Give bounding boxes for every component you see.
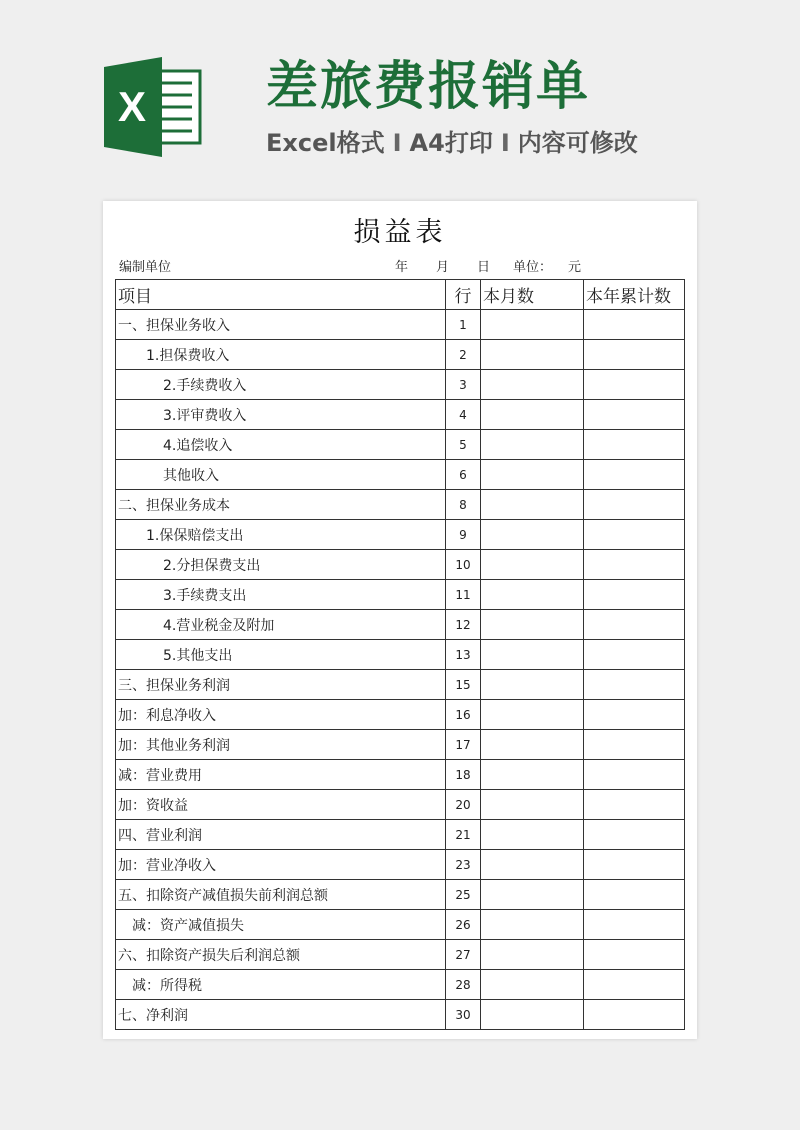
table-row: [116, 820, 685, 850]
current-month-cell[interactable]: [481, 340, 584, 370]
line-number-cell: 26: [446, 910, 481, 940]
line-number-cell: 23: [446, 850, 481, 880]
day-label: 日: [477, 260, 491, 275]
current-month-cell[interactable]: [481, 580, 584, 610]
year-to-date-cell[interactable]: [584, 460, 685, 490]
year-to-date-cell[interactable]: [584, 640, 685, 670]
current-month-cell[interactable]: [481, 730, 584, 760]
year-to-date-cell[interactable]: [584, 340, 685, 370]
table-row: [116, 880, 685, 910]
year-to-date-cell[interactable]: [584, 730, 685, 760]
item-cell: 加：利息净收入: [116, 700, 446, 730]
year-to-date-cell[interactable]: [584, 670, 685, 700]
table-row: [116, 760, 685, 790]
table-row: [116, 910, 685, 940]
line-number-cell: 3: [446, 370, 481, 400]
table-row: [116, 940, 685, 970]
current-month-cell[interactable]: [481, 520, 584, 550]
item-cell: 减：资产减值损失: [116, 910, 446, 940]
subtitle-print: A4打印: [409, 129, 493, 157]
item-cell: 其他收入: [116, 460, 446, 490]
year-to-date-cell[interactable]: [584, 310, 685, 340]
year-to-date-cell[interactable]: [584, 820, 685, 850]
year-to-date-cell[interactable]: [584, 490, 685, 520]
line-number-cell: 8: [446, 490, 481, 520]
item-cell: 二、担保业务成本: [116, 490, 446, 520]
month-label: 月: [436, 260, 450, 275]
subtitle-separator: I: [392, 129, 402, 157]
income-statement-sheet: [103, 201, 697, 1039]
table-header-row: [116, 280, 685, 310]
excel-logo-letter: X: [117, 83, 147, 130]
preparing-unit-label: 编制单位: [119, 260, 172, 275]
current-month-cell[interactable]: [481, 640, 584, 670]
line-number-cell: 21: [446, 820, 481, 850]
current-month-cell[interactable]: [481, 460, 584, 490]
table-row: [116, 520, 685, 550]
year-to-date-cell[interactable]: [584, 610, 685, 640]
current-month-cell[interactable]: [481, 970, 584, 1000]
current-month-cell[interactable]: [481, 760, 584, 790]
current-month-cell[interactable]: [481, 880, 584, 910]
table-row: [116, 700, 685, 730]
line-number-cell: 30: [446, 1000, 481, 1030]
current-month-cell[interactable]: [481, 550, 584, 580]
income-statement-table: [115, 279, 685, 1030]
year-to-date-cell[interactable]: [584, 910, 685, 940]
table-row: [116, 370, 685, 400]
current-month-cell[interactable]: [481, 1000, 584, 1030]
current-month-cell[interactable]: [481, 400, 584, 430]
page-title: 差旅费报销单: [266, 57, 591, 117]
item-cell: 七、净利润: [116, 1000, 446, 1030]
item-cell: 一、担保业务收入: [116, 310, 446, 340]
table-row: [116, 730, 685, 760]
line-number-cell: 10: [446, 550, 481, 580]
current-month-cell[interactable]: [481, 490, 584, 520]
table-row: [116, 430, 685, 460]
table-row: [116, 550, 685, 580]
year-to-date-cell[interactable]: [584, 700, 685, 730]
subtitle: [266, 126, 638, 160]
line-number-cell: 4: [446, 400, 481, 430]
line-number-cell: 28: [446, 970, 481, 1000]
column-header-current-month: 本月数: [481, 280, 584, 310]
current-month-cell[interactable]: [481, 670, 584, 700]
current-month-cell[interactable]: [481, 370, 584, 400]
item-cell: 1.保保赔偿支出: [116, 520, 446, 550]
item-cell: 五、扣除资产减值损失前利润总额: [116, 880, 446, 910]
item-cell: 减：营业费用: [116, 760, 446, 790]
column-header-year-to-date: 本年累计数: [584, 280, 685, 310]
year-to-date-cell[interactable]: [584, 970, 685, 1000]
subtitle-separator: I: [500, 129, 510, 157]
table-row: [116, 400, 685, 430]
line-number-cell: 18: [446, 760, 481, 790]
line-number-cell: 12: [446, 610, 481, 640]
year-label: 年: [395, 260, 409, 275]
line-number-cell: 15: [446, 670, 481, 700]
table-row: [116, 790, 685, 820]
currency-label: 元: [568, 260, 582, 275]
current-month-cell[interactable]: [481, 610, 584, 640]
item-cell: 4.追偿收入: [116, 430, 446, 460]
item-cell: 三、担保业务利润: [116, 670, 446, 700]
item-cell: 2.手续费收入: [116, 370, 446, 400]
table-row: [116, 460, 685, 490]
line-number-cell: 27: [446, 940, 481, 970]
table-row: [116, 340, 685, 370]
current-month-cell[interactable]: [481, 850, 584, 880]
line-number-cell: 17: [446, 730, 481, 760]
current-month-cell[interactable]: [481, 910, 584, 940]
item-cell: 3.评审费收入: [116, 400, 446, 430]
year-to-date-cell[interactable]: [584, 550, 685, 580]
year-to-date-cell[interactable]: [584, 370, 685, 400]
line-number-cell: 2: [446, 340, 481, 370]
current-month-cell[interactable]: [481, 940, 584, 970]
item-cell: 1.担保费收入: [116, 340, 446, 370]
line-number-cell: 5: [446, 430, 481, 460]
year-to-date-cell[interactable]: [584, 520, 685, 550]
current-month-cell[interactable]: [481, 310, 584, 340]
item-cell: 四、营业利润: [116, 820, 446, 850]
current-month-cell[interactable]: [481, 430, 584, 460]
item-cell: 4.营业税金及附加: [116, 610, 446, 640]
year-to-date-cell[interactable]: [584, 1000, 685, 1030]
table-row: [116, 490, 685, 520]
subtitle-editable: 内容可修改: [517, 129, 638, 157]
year-to-date-cell[interactable]: [584, 790, 685, 820]
table-row: [116, 610, 685, 640]
line-number-cell: 6: [446, 460, 481, 490]
item-cell: 5.其他支出: [116, 640, 446, 670]
item-cell: 加：资收益: [116, 790, 446, 820]
currency-unit-label: 单位：: [513, 260, 553, 275]
line-number-cell: 11: [446, 580, 481, 610]
year-to-date-cell[interactable]: [584, 850, 685, 880]
item-cell: 六、扣除资产损失后利润总额: [116, 940, 446, 970]
column-header-line: 行: [446, 280, 481, 310]
current-month-cell[interactable]: [481, 790, 584, 820]
table-row: [116, 970, 685, 1000]
line-number-cell: 20: [446, 790, 481, 820]
year-to-date-cell[interactable]: [584, 940, 685, 970]
table-row: [116, 310, 685, 340]
line-number-cell: 16: [446, 700, 481, 730]
line-number-cell: 1: [446, 310, 481, 340]
item-cell: 加：其他业务利润: [116, 730, 446, 760]
item-cell: 3.手续费支出: [116, 580, 446, 610]
sheet-title: 损益表: [353, 217, 447, 248]
current-month-cell[interactable]: [481, 700, 584, 730]
year-to-date-cell[interactable]: [584, 760, 685, 790]
year-to-date-cell[interactable]: [584, 400, 685, 430]
year-to-date-cell[interactable]: [584, 580, 685, 610]
item-cell: 2.分担保费支出: [116, 550, 446, 580]
table-row: [116, 1000, 685, 1030]
table-row: [116, 580, 685, 610]
excel-logo-icon: [100, 57, 204, 157]
table-row: [116, 850, 685, 880]
line-number-cell: 9: [446, 520, 481, 550]
current-month-cell[interactable]: [481, 820, 584, 850]
line-number-cell: 13: [446, 640, 481, 670]
item-cell: 加：营业净收入: [116, 850, 446, 880]
line-number-cell: 25: [446, 880, 481, 910]
column-header-item: 项目: [116, 280, 446, 310]
table-row: [116, 670, 685, 700]
year-to-date-cell[interactable]: [584, 880, 685, 910]
subtitle-format: Excel格式: [266, 129, 385, 157]
item-cell: 减：所得税: [116, 970, 446, 1000]
year-to-date-cell[interactable]: [584, 430, 685, 460]
table-row: [116, 640, 685, 670]
